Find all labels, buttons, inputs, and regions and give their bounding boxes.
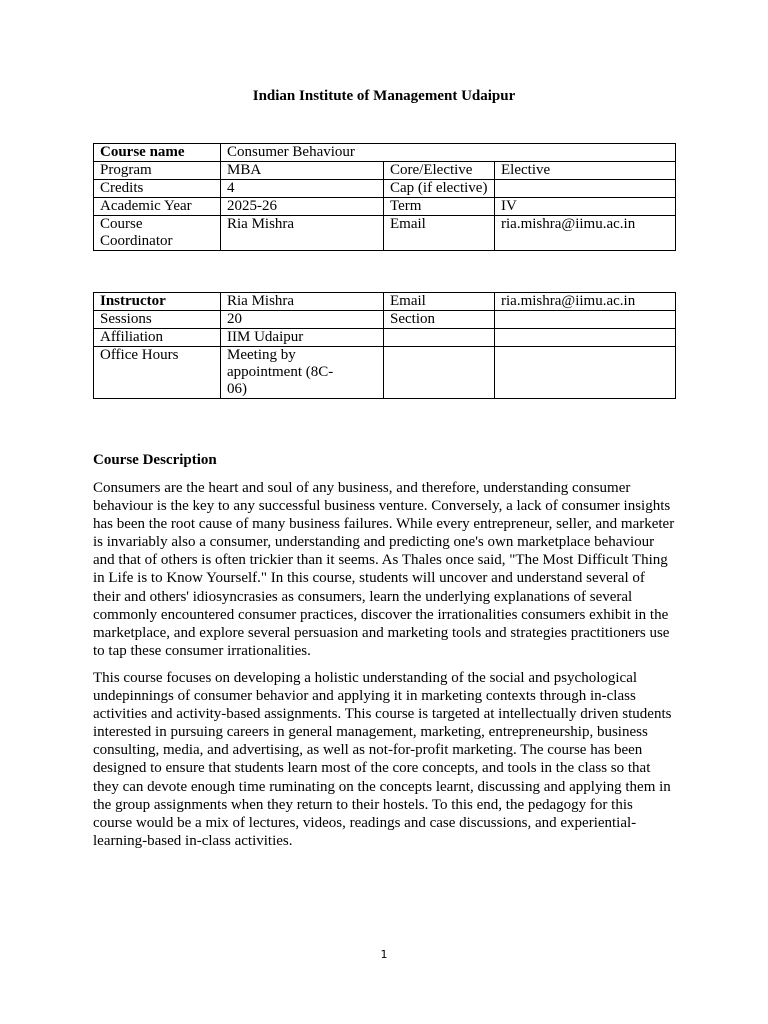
- cap-label: Cap (if elective): [384, 180, 495, 198]
- program-label: Program: [94, 162, 221, 180]
- instructor-label: Instructor: [94, 293, 221, 311]
- course-coordinator-value: Ria Mishra: [221, 216, 384, 251]
- course-name-value: Consumer Behaviour: [221, 144, 676, 162]
- section-value: [495, 311, 676, 329]
- course-name-label: Course name: [94, 144, 221, 162]
- coordinator-email-label: Email: [384, 216, 495, 251]
- course-description-paragraph-1: Consumers are the heart and soul of any business, and therefore, understanding consumer behaviour is the key to any successful business venture. Conversely, a lack of consumer insights has been the root cause of many business failures. While every entrepreneur, seller, and marketer is invariably also a consumer, understanding and predicting one's own marketplace behaviour and that of others is often trickier than it seems. As Thales once said, "The Most Difficult Thing in Life is to Know Yourself." In this course, students will uncover and understand several of their and others' idiosyncrasies as consumers, learn the underlying explanations of several commonly encountered consumer practices, discover the irrationalities consumers exhibit in the marketplace, and explore several persuasion and marketing tools and strategies practitioners use to tap these consumer irrationalities.: [93, 480, 675, 659]
- core-elective-label: Core/Elective: [384, 162, 495, 180]
- course-coordinator-label: Course Coordinator: [94, 216, 221, 251]
- office-hours-value: Meeting by appointment (8C-06): [221, 347, 384, 399]
- academic-year-label: Academic Year: [94, 198, 221, 216]
- table-row: [94, 329, 676, 347]
- table-row: [94, 198, 676, 216]
- credits-label: Credits: [94, 180, 221, 198]
- empty-cell: [384, 347, 495, 399]
- office-hours-label: Office Hours: [94, 347, 221, 399]
- credits-value: 4: [221, 180, 384, 198]
- instructor-email-label: Email: [384, 293, 495, 311]
- affiliation-value: IIM Udaipur: [221, 329, 384, 347]
- empty-cell: [384, 329, 495, 347]
- instructor-email-value: ria.mishra@iimu.ac.in: [495, 293, 676, 311]
- program-value: MBA: [221, 162, 384, 180]
- term-label: Term: [384, 198, 495, 216]
- empty-cell: [495, 347, 676, 399]
- empty-cell: [495, 329, 676, 347]
- course-description-paragraph-2: This course focuses on developing a holistic understanding of the social and psychological undepinnings of consumer behavior and applying it in marketing contexts through in-class activities and activity-based assignments. This course is targeted at intellectually driven students interested in pursuing careers in general management, marketing, entrepreneurship, business consulting, media, and advertising, as well as not-for-profit marketing. The course has been designed to ensure that students learn most of the core concepts, and tools in the class so that they can devote enough time ruminating on the concepts learnt, discussing and applying them in the group assignments when they return to their hostels. To this end, the pedagogy for this course would be a mix of lectures, videos, readings and case discussions, and experiential-learning-based in-class activities.: [93, 670, 672, 849]
- table-row: [94, 347, 676, 399]
- affiliation-label: Affiliation: [94, 329, 221, 347]
- academic-year-value: 2025-26: [221, 198, 384, 216]
- sessions-value: 20: [221, 311, 384, 329]
- table-row: [94, 180, 676, 198]
- course-info-table: [93, 143, 676, 251]
- instructor-value: Ria Mishra: [221, 293, 384, 311]
- table-row: [94, 216, 676, 251]
- table-row: [94, 144, 676, 162]
- page-number: 1: [380, 948, 388, 961]
- table-row: [94, 162, 676, 180]
- coordinator-email-value: ria.mishra@iimu.ac.in: [495, 216, 676, 251]
- term-value: IV: [495, 198, 676, 216]
- instructor-info-table: [93, 292, 676, 399]
- cap-value: [495, 180, 676, 198]
- core-elective-value: Elective: [495, 162, 676, 180]
- course-description-heading: Course Description: [93, 452, 217, 468]
- sessions-label: Sessions: [94, 311, 221, 329]
- page-title: Indian Institute of Management Udaipur: [252, 88, 516, 104]
- table-row: [94, 311, 676, 329]
- table-row: [94, 293, 676, 311]
- section-label: Section: [384, 311, 495, 329]
